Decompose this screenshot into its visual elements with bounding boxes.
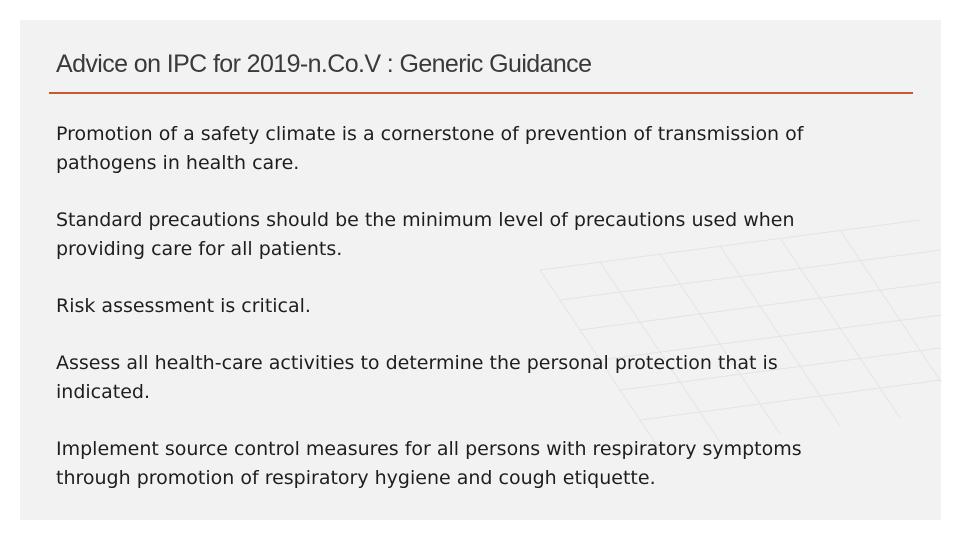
slide-title: Advice on IPC for 2019-n.Co.V : Generic Guidance — [56, 50, 592, 78]
bullet-item: Promotion of a safety climate is a cornerstone of prevention of transmission of pathogens in health care. — [56, 123, 804, 174]
title-underline — [49, 92, 913, 94]
bullet-item: Assess all health-care activities to determine the personal protection that is indicated. — [56, 352, 778, 403]
bullet-list — [56, 120, 816, 520]
bullet-item: Standard precautions should be the minimum level of precautions used when providing care for all patients. — [56, 209, 795, 260]
slide — [20, 20, 941, 520]
bullet-item: Implement source control measures for all persons with respiratory symptoms through promotion of respiratory hygiene and cough etiquette. — [56, 438, 802, 489]
bullet-item: Risk assessment is critical. — [56, 295, 311, 317]
